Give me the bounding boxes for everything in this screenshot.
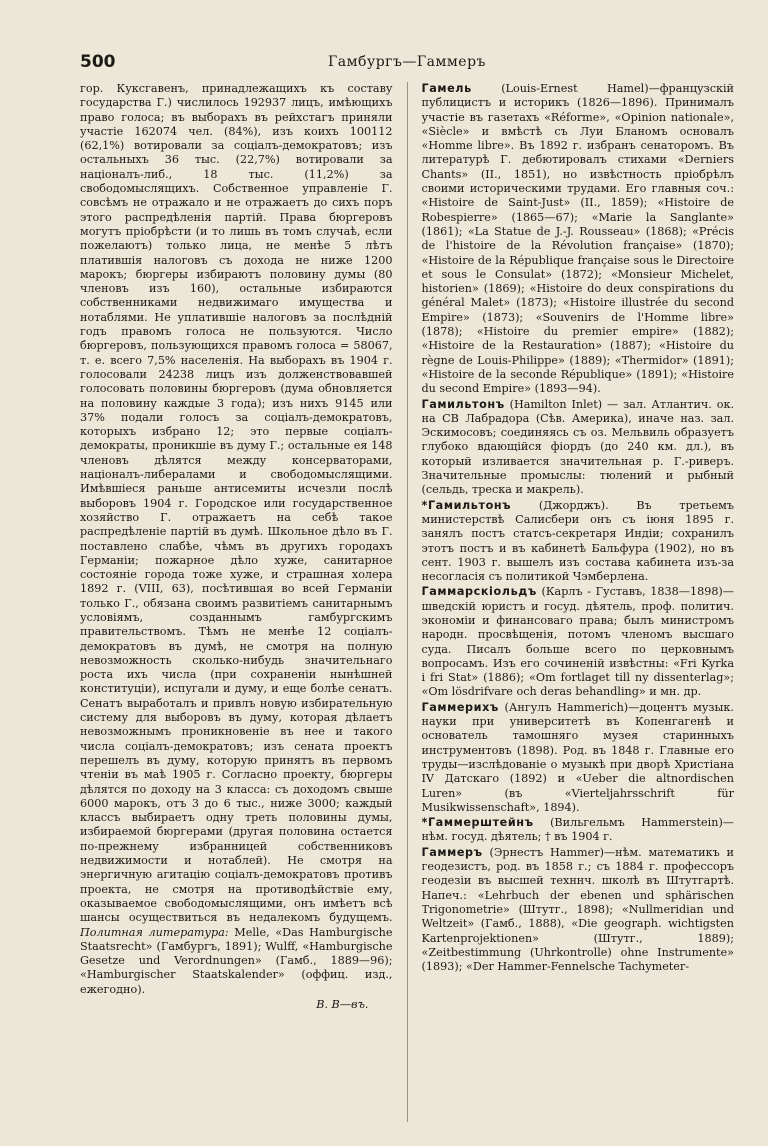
entry-headword: Гамель: [421, 82, 472, 95]
entry-text: (Ангулъ Hammerich)—доцентъ музык. науки при университетѣ въ Копенгагенѣ и основатель тамошняго музея старинныхъ инструментовъ (1898). Род. въ 1848 г. Главные его труды—изслѣдованіе о музыкѣ при дворѣ Христіана IV Датскаго (1892) и «Ueber die altnordischen Luren» (въ «Vierteljahrsschrift für Musikwissenschaft», 1894).: [421, 700, 734, 814]
entry-text: (Карлъ - Густавъ, 1838—1898)—шведскій юристъ и госуд. дѣятель, проф. политич. экономіи и финансоваго права; былъ министромъ народн. просвѣщенія, потомъ членомъ высшаго суда. Писалъ больше всего по церковнымъ вопросамъ. Изъ его сочиненій извѣстны: «Fri Kyrka i fri Stat» (1886); «Om fortlaget till ny dissenterlag»; «Om lösdrifvare och deras behandling» и мн. др.: [421, 585, 734, 699]
entry-text: (Эрнестъ Hammer)—нѣм. математикъ и геодезистъ, род. въ 1858 г.; съ 1884 г. профессоръ геодезіи въ высшей техннч. школѣ въ Штутгартѣ. Напеч.: «Lehrbuch der ebenen und sphärischen Trigonometrie» (Штутг., 1898); «Nullmeridian und Weltzeit» (Гамб., 1888), «Die geograph. wichtigsten Kartenprojektionen» (Штутг., 1889); «Zeitbestimmung (Uhrkontrolle) ohne Instrumente» (1893); «Der Hammer-Fennelsche Tachymeter-: [421, 845, 734, 974]
page-number: 500: [80, 52, 116, 72]
entry-text: (Вильгельмъ Hammerstein)—нѣм. госуд. дѣятель; † въ 1904 г.: [421, 816, 734, 844]
entry-headword: Гамильтонъ: [421, 397, 505, 411]
entry: [422, 398, 735, 498]
column-divider: [407, 82, 408, 1122]
entry-headword: Гаммарскіольдъ: [421, 585, 537, 599]
entry-text: (Джорджъ). Въ третьемъ министерствѣ Салисбери онъ съ іюня 1895 г. занялъ постъ статсъ-секретаря Индіи; сохранилъ этотъ постъ и въ кабинетѣ Бальфура (1902), но въ сент. 1903 г. вышелъ изъ состава кабинета изъ-за несогласія съ политикой Чэмберлена.: [421, 498, 734, 584]
running-head: [80, 52, 734, 76]
entry: [422, 499, 735, 585]
literature-label: Политная литература:: [80, 925, 229, 939]
entry: [422, 82, 735, 397]
entry: [422, 585, 735, 699]
right-column: [422, 82, 735, 1122]
left-column: [80, 82, 393, 1122]
entry: [422, 816, 735, 845]
article-body: [80, 82, 393, 997]
entry-headword: *Гаммерштейнъ: [421, 816, 534, 830]
entry-headword: *Гамильтонъ: [421, 498, 512, 512]
entry: [422, 701, 735, 815]
text-columns: [80, 82, 734, 1122]
entry-headword: Гаммеръ: [421, 845, 483, 859]
running-head-title: Гамбургъ—Гаммеръ: [328, 54, 486, 70]
author-signature: В. В—въ.: [316, 998, 369, 1011]
entry-text: (Hamilton Inlet) — зал. Атлантич. ок. на СВ Лабрадора (Сѣв. Америка), иначе наз. зал. Эскимосовъ; соединяясь съ оз. Мельвиль образуетъ глубоко вдающійся фіордъ (до 240 км. дл.), въ который изливается значительная р. Г.-риверъ. Значительные промыслы: тюлений и рыбный (сельдь, треска и макрель).: [421, 397, 734, 497]
entry-text: (Louis-Ernest Hamel)—французскій публицистъ и историкъ (1826—1896). Принималъ участіе въ газетахъ «Réforme», «Opinion nationale», «Siècle» и вмѣстѣ съ Луи Бланомъ основалъ «Homme libre». Въ 1892 г. избранъ сенаторомъ. Въ литературѣ Г. дебютировалъ стихами «Derniers Chants» (II., 1851), но извѣстность пріобрѣлъ своими историческими трудами. Его главныя соч.: «Histoire de Saint-Just» (II., 1859); «Histoire de Robespierre» (1865—67); «Marie la Sanglante» (1861); «La Statue de J.-J. Rousseau» (1868); «Précis de l'histoire de la Révolution française» (1870); «Histoire de la République française sous le Directoire et sous le Consulat» (1872); «Monsieur Michelet, historien» (1869); «Histoire do deux conspirations du général Malet» (1873); «Histoire illustrée du second Empire» (1873); «Souvenirs de l'Homme libre» (1878); «Histoire du premier empire» (1882); «Histoire de la Restauration» (1887); «Histoire du règne de Louis-Philippe» (1889); «Thermidor» (1891); «Histoire de la seconde République» (1891); «Histoire du second Empire» (1893—94).: [421, 82, 734, 396]
entry-headword: Гаммерихъ: [421, 700, 499, 714]
entry: [422, 846, 735, 975]
literature-text: Melle, «Das Hamburgische Staatsrecht» (Гамбургъ, 1891); Wulff, «Hamburgische Gesetze und Verordnungen» (Гамб., 1889—96); «Hamburgischer Staatskalender» (оффиц. изд., ежегодно).: [80, 925, 393, 996]
article-text: гор. Куксгавенъ, принадлежащихъ къ составу государства Г.) числилось 192937 лицъ, имѣющихъ право голоса; въ выборахъ въ рейхстагъ приняли участіе 162074 чел. (84%), изъ коихъ 100112 (62,1%) вотировали за соціалъ-демократовъ; изъ остальныхъ 36 тыс. (22,7%) вотировали за націоналъ-либ., 18 тыс. (11,2%) за свободомыслящихъ. Собственное управленіе Г. совсѣмъ не отражало и не отражаетъ до сихъ поръ этого распредѣленія партій. Права бюргеровъ могутъ пріобрѣсти (и то лишь въ томъ случаѣ, если пожелаютъ) только лица, не менѣе 5 лѣтъ платившія налоговъ съ дохода не ниже 1200 марокъ; бюргеры избираютъ половину думы (80 членовъ изъ 160), остальные избираются собственниками недвижимаго имущества и нотаблями. Не уплатившіе налоговъ за послѣдній годъ правомъ голоса не пользуются. Число бюргеровъ, пользующихся правомъ голоса = 58067, т. е. всего 7,5% населенія. На выборахъ въ 1904 г. голосовали 24238 лицъ изъ долженствовавшей голосовать половины бюргеровъ (дума обновляется на половину каждые 3 года); изъ нихъ 9145 или 37% подали голосъ за соціалъ-демократовъ, которыхъ избрано 12; это первые соціалъ-демократы, проникшіе въ думу Г.; остальные ея 148 членовъ дѣлятся между консерваторами, націоналъ-либералами и свободомыслящими. Имѣвшіеся раньше антисемиты исчезли послѣ выборовъ 1904 г. Городское или государственное хозяйство Г. отражаетъ на себѣ такое распредѣленіе партій въ думѣ. Школьное дѣло въ Г. поставлено слабѣе, чѣмъ въ другихъ городахъ Германіи; пожарное дѣло хуже, санитарное состояніе города тоже хуже, и страшная холера 1892 г. (VIII, 63), посѣтившая во всей Германіи только Г., обязана своимъ развитіемъ санитарнымъ условіямъ, созданнымъ гамбургскимъ правительствомъ. Тѣмъ не менѣе 12 соціалъ-демократовъ въ думѣ, не смотря на полную невозможность сколько-нибудь значительнаго роста ихъ числа (при сохраненіи нынѣшней конституціи), испугали и думу, и еще болѣе сенатъ. Сенатъ выработалъ и привлъ новую избирательную систему для выборовъ въ думу, которая дѣлаетъ невозможнымъ проникновеніе въ нее и такого числа соціалъ-демократовъ; изъ сената проектъ перешелъ въ думу, которую принятъ въ первомъ чтеніи въ маѣ 1905 г. Согласно проекту, бюргеры дѣлятся по доходу на 3 класса: съ доходомъ свыше 6000 марокъ, отъ 3 до 6 тыс., ниже 3000; каждый классъ выбираетъ одну треть половины думы, избираемой бюргерами (другая половина остается по-прежнему избранницей собственниковъ недвижимости и нотаблей). Не смотря на энергичную агитацію соціалъ-демократовъ противъ проекта, не смотря на противодѣйствіе ему, оказываемое свободомыслящими, онъ имѣетъ всѣ шансы осуществиться въ недалекомъ будущемъ.: [80, 82, 393, 925]
